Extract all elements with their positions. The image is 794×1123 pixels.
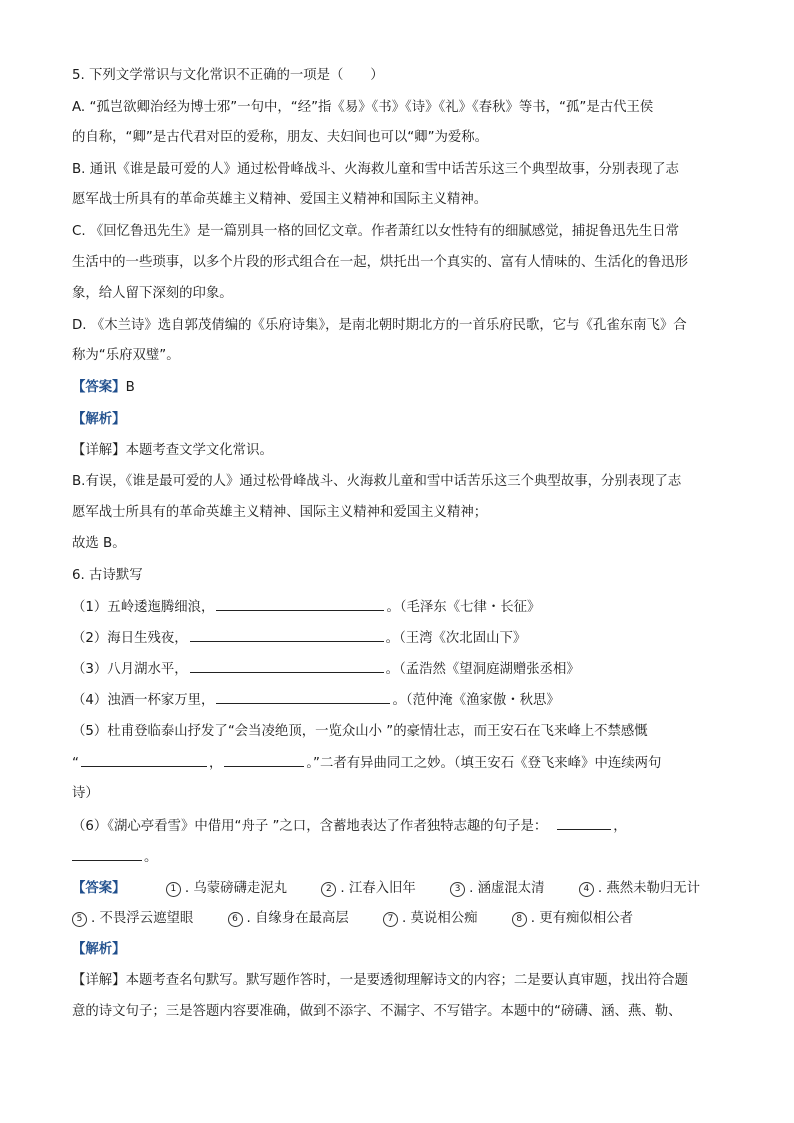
answer-text: . 燕然未勒归无计	[597, 881, 701, 896]
number-badge: 6	[228, 912, 243, 927]
detail-label: 【详解】	[72, 443, 126, 458]
answer-item-7	[383, 909, 477, 929]
answer-item-5	[72, 909, 193, 929]
option-d-line-2: 称为“乐府双璧”。	[72, 348, 180, 363]
answer-text: . 乌蒙磅礴走泥丸	[184, 881, 288, 896]
q6-answer-line-1	[72, 879, 722, 899]
item-2-prompt: （2）海日生残夜，	[72, 631, 188, 646]
q6-item-6-line-1	[72, 816, 722, 837]
q6-item-5-line-2	[72, 753, 722, 774]
comma: ，	[613, 819, 627, 834]
fill-blank[interactable]	[216, 690, 390, 704]
fill-blank[interactable]	[190, 628, 384, 642]
q6-item-4	[72, 690, 722, 711]
option-d-line-1: D. 《木兰诗》选自郭茂倩编的《乐府诗集》，是南北朝时期北方的一首乐府民歌，它与《孔雀东南飞》合	[72, 318, 687, 333]
fill-blank[interactable]	[224, 753, 304, 767]
number-badge: 8	[512, 912, 527, 927]
item-3-source: 。（孟浩然《望洞庭湖赠张丞相》	[385, 662, 580, 677]
answer-text: . 不畏浮云遮望眼	[91, 911, 194, 926]
q6-item-6-line-2	[72, 847, 722, 868]
q5-detail-line-4: 故选 B。	[72, 536, 126, 551]
q5-detail-line-2: B.有误，《谁是最可爱的人》通过松骨峰战斗、火海救儿童和雪中话苦乐这三个典型故事，分别表现了志	[72, 474, 682, 489]
option-a-line-2: 的自称，“卿”是古代君对臣的爱称，朋友、夫妇间也可以“卿”为爱称。	[72, 130, 489, 145]
answer-text: . 莫说相公痴	[402, 911, 478, 926]
number-badge: 7	[383, 912, 398, 927]
q5-analysis-label	[72, 410, 722, 430]
item-4-source: 。（范仲淹《渔家傲・秋思》	[392, 693, 560, 708]
number-badge: 1	[166, 882, 181, 897]
open-quote: “	[72, 756, 79, 771]
answer-label: 【答案】	[72, 881, 126, 896]
answer-text: . 涵虚混太清	[469, 881, 545, 896]
answer-text: . 江春入旧年	[340, 881, 416, 896]
q6-answer-line-2	[72, 909, 722, 929]
fill-blank[interactable]	[72, 847, 142, 861]
item-2-source: 。（王湾《次北固山下》	[385, 631, 527, 646]
item-1-prompt: （1）五岭逶迤腾细浪，	[72, 600, 215, 615]
question-6-stem: 6. 古诗默写	[72, 568, 143, 583]
answer-text: . 自缘身在最高层	[246, 911, 349, 926]
detail-label: 【详解】	[72, 973, 126, 988]
option-c-line-1: C. 《回忆鲁迅先生》是一篇别具一格的回忆文章。作者萧红以女性特有的细腻感觉，捕捉鲁迅先生日常	[72, 224, 680, 239]
q5-detail-line-3: 愿军战士所具有的革命英雄主义精神、国际主义精神和爱国主义精神；	[72, 505, 488, 520]
answer-item-6	[228, 909, 349, 929]
answer-item-2	[321, 879, 415, 899]
answer-text: . 更有痴似相公者	[530, 911, 634, 926]
q6-detail-line-2: 意的诗文句子；三是答题内容要准确，做到不添字、不漏字、不写错字。本题中的“磅礴、涵、燕、勒、	[72, 1004, 682, 1019]
answer-value: B	[125, 380, 135, 395]
item-4-prompt: （4）浊酒一杯家万里，	[72, 693, 215, 708]
option-c-line-2: 生活中的一些琐事，以多个片段的形式组合在一起，烘托出一个真实的、富有人情味的、生活化的鲁迅形	[72, 255, 688, 270]
fill-blank[interactable]	[557, 816, 611, 830]
number-badge: 5	[72, 912, 87, 927]
comma: ，	[208, 756, 223, 771]
answer-item-3	[450, 879, 544, 899]
number-badge: 2	[321, 882, 336, 897]
q6-item-3	[72, 659, 722, 680]
period: 。	[144, 850, 158, 865]
q6-item-5-line-1: （5）杜甫登临泰山抒发了“会当凌绝顶，一览众山小 ”的豪情壮志，而王安石在飞来峰上不禁感慨	[72, 724, 648, 739]
answer-label: 【答案】	[72, 380, 126, 395]
number-badge: 4	[579, 882, 594, 897]
analysis-label: 【解析】	[72, 412, 126, 427]
analysis-label: 【解析】	[72, 942, 126, 957]
number-badge: 3	[450, 882, 465, 897]
detail-text: 本题考查文学文化常识。	[125, 443, 273, 458]
q6-item-1	[72, 597, 722, 618]
item-1-source: 。（毛泽东《七律・长征》	[386, 600, 541, 615]
fill-blank[interactable]	[190, 659, 384, 673]
answer-item-8	[512, 909, 633, 929]
option-b-line-1: B. 通讯《谁是最可爱的人》通过松骨峰战斗、火海救儿童和雪中话苦乐这三个典型故事，分别表现了志	[72, 162, 679, 177]
detail-text: 本题考查名句默写。默写题作答时，一是要透彻理解诗文的内容；二是要认真审题，找出符合题	[125, 973, 688, 988]
item-3-prompt: （3）八月湖水平，	[72, 662, 188, 677]
option-a-line-1: A. “孤岂欲卿治经为博士邪”一句中，“经”指《易》《书》《诗》《礼》《春秋》等书，“孤”是古代王侯	[72, 100, 654, 115]
q6-detail-line-1	[72, 971, 722, 991]
fill-blank[interactable]	[81, 753, 207, 767]
q5-detail-line-1	[72, 441, 722, 461]
option-c-line-3: 象，给人留下深刻的印象。	[72, 286, 233, 301]
item-5-tail: 。”二者有异曲同工之妙。（填王安石《登飞来峰》中连续两句	[306, 756, 662, 771]
answer-item-4	[579, 879, 700, 899]
question-5-stem: 5. 下列文学常识与文化常识不正确的一项是（ ）	[72, 68, 384, 83]
option-b-line-2: 愿军战士所具有的革命英雄主义精神、爱国主义精神和国际主义精神。	[72, 192, 488, 207]
q6-item-5-line-3: 诗）	[72, 786, 99, 801]
fill-blank[interactable]	[216, 597, 384, 611]
q6-analysis-label	[72, 940, 722, 960]
answer-item-1	[166, 879, 287, 899]
q5-answer-line	[72, 378, 722, 398]
q6-item-2	[72, 628, 722, 649]
item-6-prompt: （6）《湖心亭看雪》中借用“舟子 ”之口，含蓄地表达了作者独特志趣的句子是：	[72, 819, 548, 834]
